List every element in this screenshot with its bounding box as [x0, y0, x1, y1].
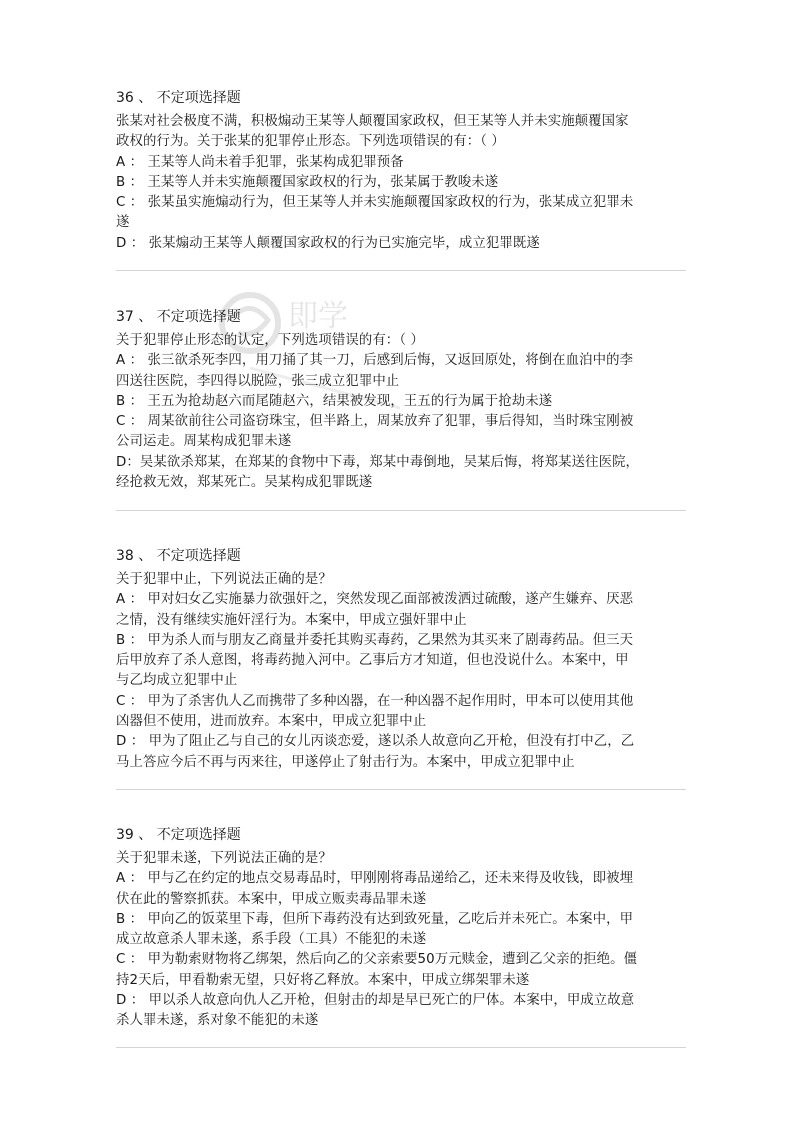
option-c: C ： 甲为了杀害仇人乙而携带了多种凶器，在一种凶器不起作用时，甲本可以使用其他	[116, 693, 634, 709]
question-divider	[116, 510, 686, 511]
question-37	[116, 307, 686, 493]
option-b-continued: 与乙均成立犯罪中止	[116, 673, 238, 689]
option-a: A ： 张三欲杀死李四，用刀捅了其一刀，后感到后悔，又返回原处，将倒在血泊中的李	[116, 353, 634, 369]
option-b: B ： 王某等人并未实施颠覆国家政权的行为，张某属于教唆未遂	[116, 174, 499, 190]
question-header: 38 、 不定项选择题	[116, 548, 241, 564]
watermark-brand-text: 即学	[288, 299, 348, 334]
option-a-continued: 之情，没有继续实施奸淫行为。本案中，甲成立强奸罪中止	[116, 612, 467, 628]
option-d: D ： 甲以杀人故意向仇人乙开枪，但射击的却是早已死亡的尸体。本案中，甲成立故意	[116, 993, 635, 1009]
option-c: C ： 周某欲前往公司盗窃珠宝，但半路上，周某放弃了犯罪，事后得知，当时珠宝刚被	[116, 414, 634, 430]
option-b: B ： 甲向乙的饭菜里下毒，但所下毒药没有达到致死量，乙吃后并未死亡。本案中，甲	[116, 911, 634, 927]
question-36	[116, 88, 686, 254]
question-text-line: 关于犯罪中止，下列说法正确的是？	[116, 572, 332, 587]
question-header: 39 、 不定项选择题	[116, 827, 241, 843]
option-c-continued: 遂	[116, 215, 130, 231]
option-d-continued: 经抢救无效，郑某死亡。吴某构成犯罪既遂	[116, 475, 373, 491]
option-b-continued: 后甲放弃了杀人意图，将毒药抛入河中。乙事后方才知道，但也没说什么。本案中，甲	[116, 653, 629, 669]
option-c: C ： 甲为勒索财物将乙绑架，然后向乙的父亲索要50万元赎金，遭到乙父亲的拒绝。僵	[116, 952, 638, 968]
question-header: 37 、 不定项选择题	[116, 309, 241, 325]
question-text-line: 关于犯罪停止形态的认定，下列选项错误的有：（ ）	[116, 333, 424, 348]
question-body	[116, 112, 686, 254]
question-text-line: 政权的行为。关于张某的犯罪停止形态。下列选项错误的有：（ ）	[116, 134, 505, 150]
option-d-continued: 杀人罪未遂，系对象不能犯的未遂	[116, 1013, 319, 1029]
question-text-line: 关于犯罪未遂，下列说法正确的是？	[116, 851, 332, 866]
question-header: 36 、 不定项选择题	[116, 90, 241, 106]
question-body	[116, 570, 686, 773]
question-divider	[116, 270, 686, 271]
option-a-continued: 四送往医院，李四得以脱险，张三成立犯罪中止	[116, 373, 400, 389]
option-c: C ： 张某虽实施煽动行为，但王某等人并未实施颠覆国家政权的行为，张某成立犯罪未	[116, 195, 634, 211]
option-d: D ： 张某煽动王某等人颠覆国家政权的行为已实施完毕，成立犯罪既遂	[116, 235, 540, 251]
question-38	[116, 546, 686, 773]
option-d-continued: 马上答应今后不再与丙来往，甲遂停止了射击行为。本案中，甲成立犯罪中止	[116, 754, 575, 770]
option-a: A ： 甲对妇女乙实施暴力欲强奸之，突然发现乙面部被泼洒过硫酸，遂产生嫌弃、厌恶	[116, 592, 634, 608]
question-39	[116, 825, 686, 1032]
question-text-line: 张某对社会极度不满，积极煽动王某等人颠覆国家政权，但王某等人并未实施颠覆国家	[116, 114, 629, 129]
option-d: D：吴某欲杀郑某，在郑某的食物中下毒，郑某中毒倒地，吴某后悔，将郑某送往医院，	[116, 454, 640, 470]
question-divider	[116, 1047, 686, 1048]
option-a: A ： 王某等人尚未着手犯罪，张某构成犯罪预备	[116, 154, 404, 170]
option-a-continued: 伏在此的警察抓获。本案中，甲成立贩卖毒品罪未遂	[116, 891, 427, 907]
option-b-continued: 成立故意杀人罪未遂，系手段（工具）不能犯的未遂	[116, 932, 427, 948]
option-d: D ： 甲为了阻止乙与自己的女儿丙谈恋爱，遂以杀人故意向乙开枪，但没有打中乙，乙	[116, 734, 635, 750]
option-a: A ： 甲与乙在约定的地点交易毒品时，甲刚刚将毒品递给乙，还未来得及收钱，即被埋	[116, 871, 634, 887]
option-b: B ： 王五为抢劫赵六而尾随赵六，结果被发现，王五的行为属于抢劫未遂	[116, 393, 553, 409]
question-divider	[116, 789, 686, 790]
option-c-continued: 公司运走。周某构成犯罪未遂	[116, 434, 292, 450]
option-c-continued: 凶器但不使用，进而放弃。本案中，甲成立犯罪中止	[116, 714, 427, 730]
option-c-continued: 持2天后，甲看勒索无望，只好将乙释放。本案中，甲成立绑架罪未遂	[116, 972, 530, 988]
option-b: B ： 甲为杀人而与朋友乙商量并委托其购买毒药，乙果然为其买来了剧毒药品。但三天	[116, 632, 634, 648]
question-body	[116, 849, 686, 1032]
question-body	[116, 331, 686, 493]
